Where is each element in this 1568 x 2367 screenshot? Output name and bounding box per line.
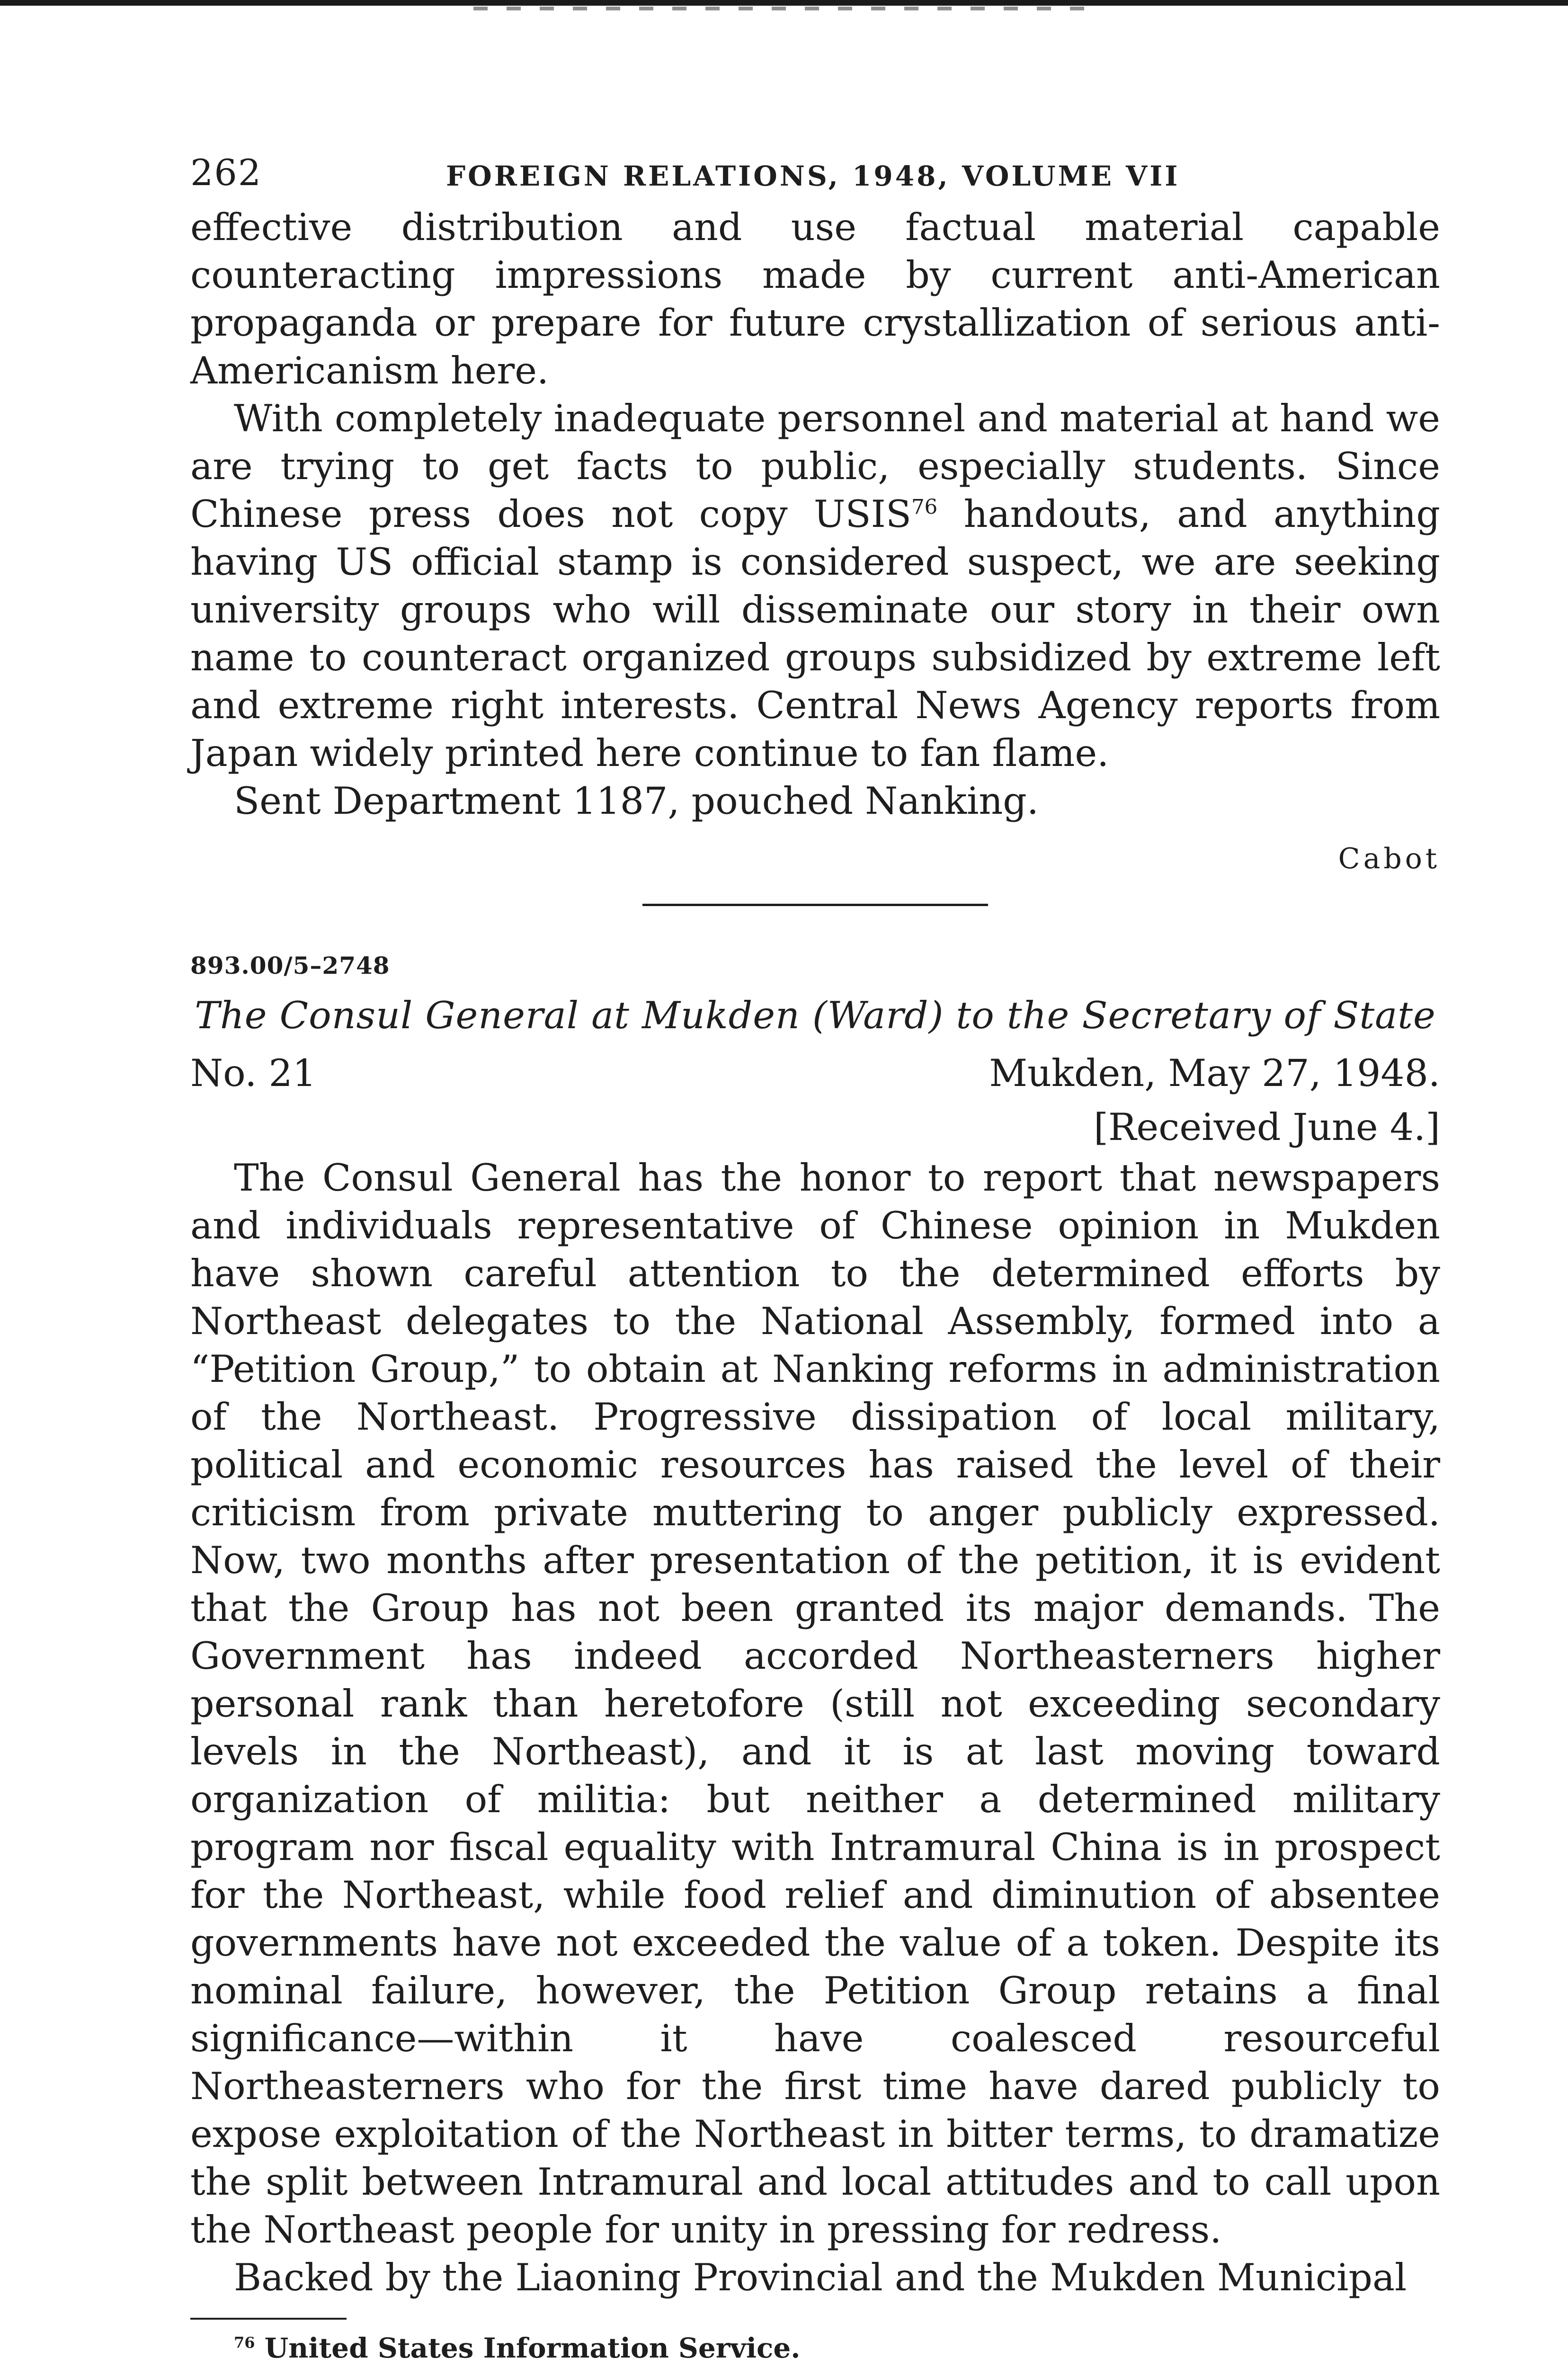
page-number: 262	[190, 151, 262, 194]
footnote-text: United States Information Service.	[264, 2332, 801, 2364]
scan-top-marks	[473, 7, 1089, 10]
document-heading: The Consul General at Mukden (Ward) to the Secretary of State	[195, 994, 1436, 1037]
footnote-rule	[190, 2318, 347, 2320]
document-number: No. 21	[190, 1051, 317, 1095]
paragraph-usis-after: handouts, and anything having US official stamp is considered suspect, we are seeking university groups who will disseminate our story in their own name to counteract organized groups subsidized by extreme left and extreme right interests. Central News Agency reports from Japan widely printed here continue to fan flame.	[190, 492, 1440, 775]
continuation-paragraph: effective distribution and use factual material capable counteracting impressions made by current anti-American propaganda or prepare for future crystallization of serious anti-Americanism here.	[190, 205, 1440, 392]
paragraph-backed-by: Backed by the Liaoning Provincial and the Mukden Municipal	[234, 2256, 1407, 2299]
paragraph-usis-before: With completely inadequate personnel and material at hand we are trying to get facts to public, especially students. Since Chinese press does not copy USIS	[190, 397, 1440, 536]
running-title: FOREIGN RELATIONS, 1948, VOLUME VII	[446, 160, 1180, 192]
scan-top-border	[0, 0, 1568, 6]
received-date: [Received June 4.]	[1094, 1105, 1440, 1149]
dateline: Mukden, May 27, 1948.	[989, 1051, 1440, 1095]
footnote-reference[interactable]: 76	[911, 495, 938, 519]
footnote	[234, 2332, 1440, 2364]
footnote-marker: 76	[234, 2333, 255, 2352]
paragraph-sent: Sent Department 1187, pouched Nanking.	[234, 779, 1039, 823]
paragraph-usis	[190, 395, 1440, 777]
running-head	[190, 151, 1440, 204]
paragraph-petition-group: The Consul General has the honor to report that newspapers and individuals representative of Chinese opinion in Mukden have shown careful attention to the determined efforts by Northeast delegates to the National Assembly, formed into a “Petition Group,” to obtain at Nanking reforms in administration of the Northeast. Progressive dissipation of local military, political and economic resources has raised the level of their criticism from private muttering to anger publicly expressed. Now, two months after presentation of the petition, it is evident that the Group has not been granted its major demands. The Government has indeed accorded Northeasterners higher personal rank than heretofore (still not exceeding secondary levels in the Northeast), and it is at last moving toward organization of militia: but neither a determined military program nor fiscal equality with Intramural China is in prospect for the Northeast, while food relief and diminution of absentee governments have not exceeded the value of a token. Despite its nominal failure, however, the Petition Group retains a final significance—within it have coalesced resourceful Northeasterners who for the first time have dared publicly to expose exploitation of the Northeast in bitter terms, to dramatize the split between Intramural and local attitudes and to call upon the Northeast people for unity in pressing for redress.	[190, 1156, 1440, 2251]
signature: Cabot	[1338, 842, 1440, 875]
dateline-row	[190, 1051, 1440, 1103]
file-number: 893.00/5–2748	[190, 952, 390, 979]
section-divider	[642, 904, 988, 906]
document-page	[190, 151, 1440, 2364]
